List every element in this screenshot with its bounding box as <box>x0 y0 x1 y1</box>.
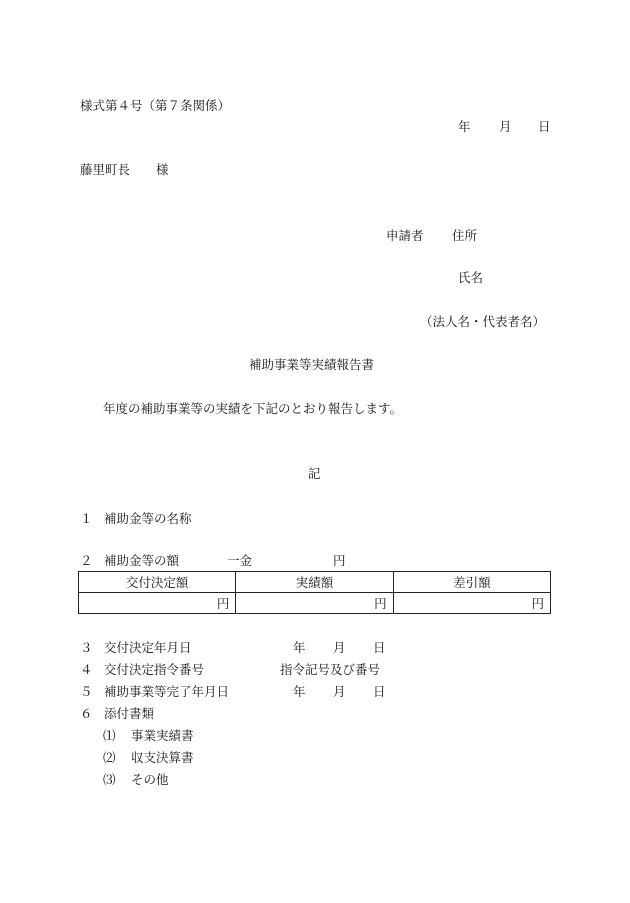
item-5-label: 補助事業等完了年月日 <box>104 684 230 699</box>
item-3-number: ３ <box>80 640 93 655</box>
table-header-row <box>79 572 551 593</box>
grant-decision-amount-cell: 円 <box>79 593 236 614</box>
difference-amount-cell: 円 <box>393 593 550 614</box>
item-5-month: 月 <box>333 684 346 699</box>
attachment-label: 収支決算書 <box>131 750 194 765</box>
item-5 <box>80 684 386 699</box>
item-1 <box>80 511 192 526</box>
item-4 <box>80 662 381 677</box>
item-2-unit: 円 <box>333 553 346 568</box>
item-5-year: 年 <box>293 684 306 699</box>
attachment-item <box>103 750 194 765</box>
attachment-number: ⑴ <box>103 728 116 743</box>
header-actual-amount: 実績額 <box>236 572 393 593</box>
date-month: 月 <box>499 119 512 134</box>
item-5-number: ５ <box>80 684 93 699</box>
item-3-day: 日 <box>373 640 386 655</box>
item-5-day: 日 <box>373 684 386 699</box>
item-6-label: 添付書類 <box>104 706 155 721</box>
item-4-number: ４ <box>80 662 93 677</box>
attachment-label: その他 <box>131 772 169 787</box>
date-day: 日 <box>538 119 551 134</box>
item-3 <box>80 640 386 655</box>
addressee-honorific: 様 <box>156 162 169 177</box>
form-number: 様式第４号（第７条関係） <box>80 98 231 113</box>
item-4-value: 指令記号及び番号 <box>280 662 381 677</box>
attachment-label: 事業実績書 <box>131 728 194 743</box>
attachment-number: ⑶ <box>103 772 116 787</box>
addressee <box>80 164 169 177</box>
header-difference-amount: 差引額 <box>393 572 550 593</box>
applicant-name-label: 氏名 <box>458 270 484 285</box>
applicant-address-label: 住所 <box>452 228 478 243</box>
applicant-corp-note: （法人名・代表者名） <box>420 314 546 329</box>
item-1-label: 補助金等の名称 <box>104 511 192 526</box>
item-3-month: 月 <box>333 640 346 655</box>
item-2-prefix: 一金 <box>227 553 253 568</box>
item-2 <box>80 553 346 568</box>
addressee-name: 藤里町長 <box>80 162 131 177</box>
body-text: 年度の補助事業等の実績を下記のとおり報告します。 <box>103 401 403 416</box>
ki-heading: 記 <box>308 466 321 481</box>
item-3-label: 交付決定年月日 <box>104 640 192 655</box>
item-1-number: １ <box>80 511 93 526</box>
attachment-item <box>103 728 194 743</box>
item-6 <box>80 706 155 721</box>
amount-table <box>78 571 551 614</box>
table-row <box>79 593 551 614</box>
item-2-number: ２ <box>80 553 93 568</box>
header-grant-decision-amount: 交付決定額 <box>79 572 236 593</box>
item-6-number: ６ <box>80 706 93 721</box>
attachment-number: ⑵ <box>103 750 116 765</box>
applicant-label: 申請者 <box>386 228 424 243</box>
item-4-label: 交付決定指令番号 <box>104 662 205 677</box>
document-title: 補助事業等実績報告書 <box>249 357 375 372</box>
date-year: 年 <box>458 119 471 134</box>
item-3-year: 年 <box>293 640 306 655</box>
attachment-item <box>103 772 169 787</box>
item-2-label: 補助金等の額 <box>104 553 180 568</box>
actual-amount-cell: 円 <box>236 593 393 614</box>
